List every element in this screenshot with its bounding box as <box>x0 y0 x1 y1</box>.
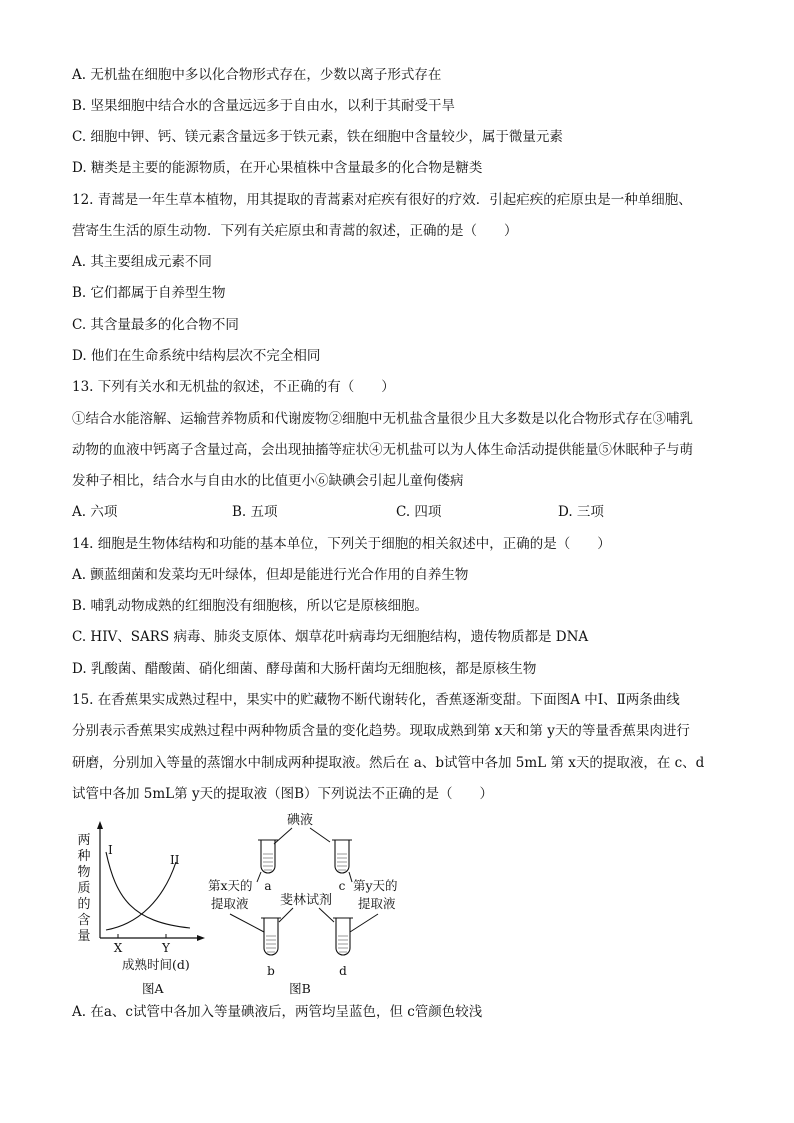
q14-stem: 14. 细胞是生物体结构和功能的基本单位，下列关于细胞的相关叙述中，正确的是（ ） <box>72 536 611 552</box>
tube-a-label: a <box>264 879 272 893</box>
q15-stem-line-3: 研磨，分别加入等量的蒸馏水中制成两种提取液。然后在 a、b试管中各加 5mL 第 x天的提取液，在 c、d <box>72 755 705 771</box>
tube-b <box>261 918 281 955</box>
tube-c-label: c <box>338 879 346 893</box>
fehling-pointer-right <box>319 908 334 922</box>
q13-option-a: A. 六项 <box>72 504 118 520</box>
q15-stem-line-1: 15. 在香蕉果实成熟过程中，果实中的贮藏物不断代谢转化，香蕉逐渐变甜。下面图A 中Ⅰ、Ⅱ两条曲线 <box>72 692 680 708</box>
y-tick-label: Y <box>162 941 170 955</box>
figure-a-x-arrow <box>197 935 205 941</box>
iodine-label: 碘液 <box>286 813 314 828</box>
connector-y-to-c <box>349 872 352 882</box>
q12-stem-line-1: 12. 青蒿是一年生草本植物，用其提取的青蒿素对疟疾有很好的疗效．引起疟疾的疟原虫是一种单细胞、 <box>72 192 692 208</box>
fehling-pointer-left <box>279 908 293 922</box>
ylabel-char-3: 物 <box>77 865 91 880</box>
right-extract-label-2: 提取液 <box>358 896 396 911</box>
q11-option-d: D. 糖类是主要的能源物质，在开心果植株中含量最多的化合物是糖类 <box>72 160 483 176</box>
q12-option-b: B. 它们都属于自养型生物 <box>72 285 226 301</box>
x-tick-label: X <box>113 941 123 955</box>
ylabel-char-7: 量 <box>77 929 91 944</box>
q11-option-b: B. 坚果细胞中结合水的含量远远多于自由水，以利于其耐受干旱 <box>72 98 456 114</box>
q13-option-b: B. 五项 <box>232 504 278 520</box>
figure-b <box>208 812 398 996</box>
q13-body-line-1: ①结合水能溶解、运输营养物质和代谢废物②细胞中无机盐含量很少且大多数是以化合物形式存在③哺乳 <box>72 411 693 427</box>
q12-option-c: C. 其含量最多的化合物不同 <box>72 317 239 333</box>
q14-option-b: B. 哺乳动物成熟的红细胞没有细胞核，所以它是原核细胞。 <box>72 598 429 614</box>
q14-option-d: D. 乳酸菌、醋酸菌、硝化细菌、酵母菌和大肠杆菌均无细胞核，都是原核生物 <box>72 661 537 677</box>
tube-a <box>258 840 278 873</box>
ylabel-char-2: 种 <box>77 849 91 864</box>
q12-option-d: D. 他们在生命系统中结构层次不完全相同 <box>72 348 321 364</box>
ylabel-char-6: 含 <box>77 913 91 928</box>
q13-body-line-2: 动物的血液中钙离子含量过高，会出现抽搐等症状④无机盐可以为人体生命活动提供能量⑤休眠种子与萌 <box>72 442 693 458</box>
figure-a-ylabel <box>77 833 90 944</box>
q13-stem: 13. 下列有关水和无机盐的叙述，不正确的有（ ） <box>72 379 395 395</box>
figure-b-caption: 图B <box>289 981 311 996</box>
q15-stem-line-4: 试管中各加 5mL第 y天的提取液（图B）下列说法不正确的是（ ） <box>72 786 493 802</box>
iodine-pointer-right <box>310 828 330 842</box>
q15-figure <box>60 810 420 1010</box>
q13-body-line-3: 发种子相比，结合水与自由水的比值更小⑥缺碘会引起儿童佝偻病 <box>72 473 464 489</box>
q11-option-c: C. 细胞中钾、钙、镁元素含量远多于铁元素，铁在细胞中含量较少，属于微量元素 <box>72 129 563 145</box>
fehling-label: 斐林试剂 <box>279 893 333 908</box>
connector-y-to-d <box>350 914 378 932</box>
tube-d-label: d <box>339 964 347 978</box>
q13-option-c: C. 四项 <box>396 504 442 520</box>
iodine-pointer-left <box>274 828 292 844</box>
connector-x-to-b <box>230 914 264 932</box>
figure-a <box>77 821 205 996</box>
connector-x-to-a <box>257 872 261 882</box>
left-extract-label-2: 提取液 <box>211 896 249 911</box>
q14-option-a: A. 颤蓝细菌和发菜均无叶绿体，但却是能进行光合作用的自养生物 <box>72 567 469 583</box>
ylabel-char-5: 的 <box>77 897 91 912</box>
figure-a-y-arrow <box>97 821 103 829</box>
q15-stem-line-2: 分别表示香蕉果实成熟过程中两种物质含量的变化趋势。现取成熟到第 x天和第 y天的等量香蕉果肉进行 <box>72 723 690 739</box>
q14-option-c: C. HIV、SARS 病毒、肺炎支原体、烟草花叶病毒均无细胞结构，遗传物质都是 DNA <box>72 629 589 645</box>
q13-option-d: D. 三项 <box>558 504 604 520</box>
q15-option-a: A. 在a、c试管中各加入等量碘液后，两管均呈蓝色，但 c管颜色较浅 <box>72 1004 483 1020</box>
curve-ii <box>106 862 176 930</box>
ylabel-char-1: 两 <box>77 833 91 848</box>
curve-ii-label: II <box>170 853 180 867</box>
figure-a-xlabel: 成熟时间(d) <box>122 957 190 972</box>
curve-i-label: I <box>108 843 113 857</box>
figure-a-caption: 图A <box>142 981 164 996</box>
tube-c <box>332 840 352 873</box>
q12-stem-line-2: 营寄生生活的原生动物．下列有关疟原虫和青蒿的叙述，正确的是（ ） <box>72 223 518 239</box>
q11-option-a: A. 无机盐在细胞中多以化合物形式存在，少数以离子形式存在 <box>72 67 442 83</box>
tube-b-label: b <box>267 964 275 978</box>
left-extract-label-1: 第x天的 <box>208 878 253 893</box>
right-extract-label-1: 第y天的 <box>353 878 398 893</box>
tube-d <box>333 918 353 955</box>
q13-options <box>72 503 632 521</box>
ylabel-char-4: 质 <box>77 881 91 896</box>
q12-option-a: A. 其主要组成元素不同 <box>72 254 212 270</box>
